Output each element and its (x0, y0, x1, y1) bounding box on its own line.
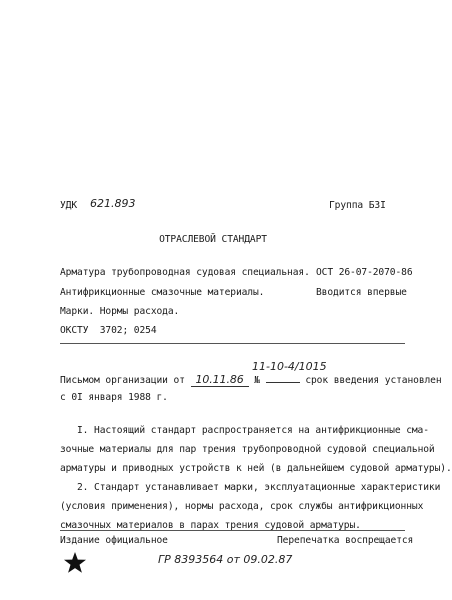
letter-line-1 (60, 373, 442, 387)
document-title: ОТРАСЛЕВОЙ СТАНДАРТ (159, 234, 267, 245)
udk-label: УДК (60, 200, 78, 211)
standard-code: ОСТ 26-07-2070-86 (316, 267, 413, 278)
udk-number: 621.893 (90, 197, 136, 210)
paragraph-2-line-3: смазочных материалов в парах трения судовой арматуры. (60, 520, 361, 531)
paragraph-2-line-2: (условия применения), нормы расхода, срок службы антифрикционных (60, 501, 424, 512)
registration-stamp: ГР 8393564 от 09.02.87 (158, 553, 293, 566)
letter-suffix: срок введения установлен (305, 375, 442, 386)
paragraph-2-line-1: 2. Стандарт устанавливает марки, эксплуатационные характеристики (77, 482, 441, 493)
paragraph-1-line-1: I. Настоящий стандарт распространяется на антифрикционные сма- (77, 425, 429, 436)
standard-title-line-3: Марки. Нормы расхода. (60, 306, 180, 317)
okstu (60, 325, 157, 336)
standard-title-line-1: Арматура трубопроводная судовая специальная. (60, 267, 310, 278)
letter-number-sign: № (254, 375, 260, 386)
star-icon (63, 551, 87, 574)
standard-title-line-2: Антифрикционные смазочные материалы. (60, 287, 265, 298)
okstu-label: ОКСТУ (60, 325, 89, 336)
group-label: Группа Б3I (329, 200, 386, 211)
letter-number-blank (266, 373, 300, 383)
reprint-note: Перепечатка воспрещается (277, 535, 414, 546)
paragraph-1-line-2: зочные материалы для пар трения трубопроводной судовой специальной (60, 444, 435, 455)
footer-divider (60, 530, 405, 531)
divider (60, 343, 405, 344)
letter-prefix: Письмом организации от (60, 375, 185, 386)
intro-note: Вводится впервые (316, 287, 407, 298)
letter-number: 11-10-4/1015 (252, 360, 327, 373)
edition-note: Издание официальное (60, 535, 168, 546)
letter-date: 10.11.86 (191, 373, 249, 387)
letter-line-2: с 0I января 1988 г. (60, 392, 168, 403)
paragraph-1-line-3: арматуры и приводных устройств к ней (в дальнейшем судовой арматуры). (60, 463, 452, 474)
okstu-value: 3702; 0254 (99, 325, 157, 336)
